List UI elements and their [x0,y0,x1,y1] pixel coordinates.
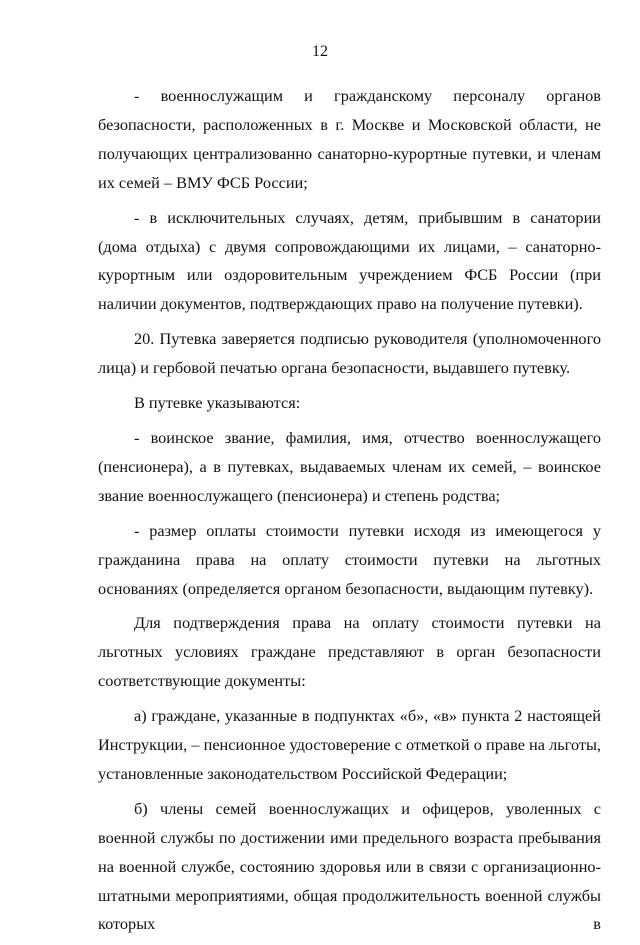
paragraph-subitem-b: б) члены семей военнослужащих и офицеров, уволенных с военной службы по достижении ими предельного возраста пребывания на военной службе, состоянию здоровья или в связи с организационно-штатными мероприятиями, общая продолжительность военной службы которых в [98,798,601,934]
paragraph-moscow-personnel: - военнослужащим и гражданскому персоналу органов безопасности, расположенных в г. Москве и Московской области, не получающих централизованно санаторно-курортные путевки, и членам их семей – ВМУ ФСБ России; [98,86,601,192]
document-body [98,82,601,945]
paragraph-payment-amount: - размер оплаты стоимости путевки исходя из имеющегося у гражданина права на оплату стоимости путевки на льготных основаниях (определяется органом безопасности, выдающим путевку). [98,520,601,598]
paragraph-subitem-a: а) граждане, указанные в подпунктах «б», «в» пункта 2 настоящей Инструкции, – пенсионное удостоверение с отметкой о праве на льготы, установленные законодательством Российской Федерации; [98,706,601,783]
paragraph-voucher-contents-intro: В путевке указываются: [134,393,301,413]
paragraph-rank-and-name: - воинское звание, фамилия, имя, отчество военнослужащего (пенсионера), а в путевках, выдаваемых членам их семей, – воинское звание военнослужащего (пенсионера) и степень родства; [98,427,601,505]
page-number: 12 [312,43,328,60]
paragraph-item-20: 20. Путевка заверяется подписью руководителя (уполномоченного лица) и гербовой печатью органа безопасности, выдавшего путевку. [98,329,601,378]
paragraph-documents-intro: Для подтверждения права на оплату стоимости путевки на льготных условиях граждане представляют в орган безопасности соответствующие документы: [98,613,601,691]
paragraph-children-escorts: - в исключительных случаях, детям, прибывшим в санатории (дома отдыха) с двумя сопровождающими их лицами, – санаторно-курортным или оздоровительным учреждением ФСБ России (при наличии документов, подтверждающих право на получение путевки). [98,207,601,314]
